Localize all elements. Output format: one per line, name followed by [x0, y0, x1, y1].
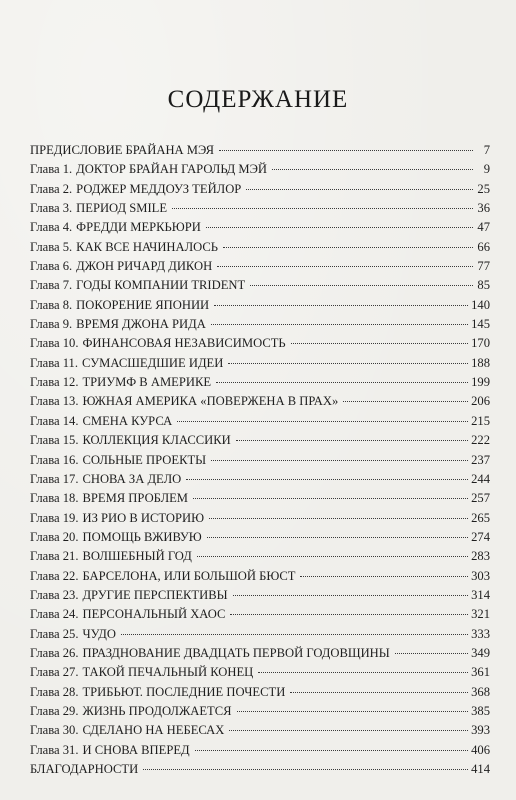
dot-leader: [223, 246, 473, 248]
dot-leader: [228, 362, 468, 364]
toc-entry: [30, 259, 490, 278]
toc-entry: [30, 685, 490, 704]
page-number: 361: [471, 665, 490, 680]
chapter-number: Глава 31.: [30, 742, 79, 757]
toc-entry-label: [30, 743, 192, 758]
toc-entry-label: [30, 240, 220, 255]
chapter-number: Глава 8.: [30, 297, 73, 312]
page-number: 321: [471, 607, 490, 622]
chapter-title: ВРЕМЯ ДЖОНА РИДА: [76, 317, 206, 332]
page-number: 188: [471, 355, 490, 370]
chapter-title: ГОДЫ КОМПАНИИ TRIDENT: [76, 278, 246, 293]
chapter-title: ПОКОРЕНИЕ ЯПОНИИ: [76, 297, 210, 312]
toc-entry: [30, 511, 490, 530]
chapter-title: КАК ВСЕ НАЧИНАЛОСЬ: [76, 239, 219, 254]
dot-leader: [291, 342, 468, 344]
toc-entry: [30, 201, 490, 220]
page-number: 47: [477, 220, 490, 235]
toc-entry: [30, 530, 490, 549]
page-number: 393: [471, 723, 490, 738]
page-number: 66: [477, 239, 490, 254]
chapter-number: Глава 14.: [30, 413, 79, 428]
chapter-title: КОЛЛЕКЦИЯ КЛАССИКИ: [82, 433, 231, 448]
chapter-title: И СНОВА ВПЕРЕД: [82, 742, 190, 757]
page-number: 406: [471, 742, 490, 757]
toc-entry-label: [30, 704, 234, 719]
toc-entry: [30, 762, 490, 781]
page-number: 9: [483, 162, 490, 177]
chapter-number: Глава 18.: [30, 491, 79, 506]
chapter-number: Глава 24.: [30, 607, 79, 622]
chapter-number: Глава 28.: [30, 684, 79, 699]
toc-entry: [30, 182, 490, 201]
toc-entry: [30, 588, 490, 607]
toc-entry: [30, 356, 490, 375]
page-number: 25: [477, 181, 490, 196]
toc-entry: [30, 394, 490, 413]
chapter-number: Глава 10.: [30, 336, 79, 351]
dot-leader: [237, 710, 469, 712]
chapter-title: ВОЛШЕБНЫЙ ГОД: [82, 549, 192, 564]
chapter-title: СДЕЛАНО НА НЕБЕСАХ: [82, 723, 225, 738]
dot-leader: [290, 691, 468, 693]
page-number: 274: [471, 529, 490, 544]
chapter-number: Глава 11.: [30, 355, 79, 370]
chapter-number: Глава 9.: [30, 317, 73, 332]
toc-entry: [30, 453, 490, 472]
chapter-title: БАРСЕЛОНА, ИЛИ БОЛЬШОЙ БЮСТ: [82, 568, 296, 583]
chapter-title: ТРИУМФ В АМЕРИКЕ: [82, 375, 212, 390]
dot-leader: [211, 459, 468, 461]
chapter-title: РОДЖЕР МЕДДОУЗ ТЕЙЛОР: [76, 181, 242, 196]
chapter-title: БЛАГОДАРНОСТИ: [30, 762, 139, 776]
dot-leader: [219, 149, 473, 151]
toc-entry: [30, 491, 490, 510]
dot-leader: [343, 400, 468, 402]
chapter-number: Глава 26.: [30, 645, 79, 660]
toc-entry: [30, 162, 490, 181]
page-number: 333: [471, 626, 490, 641]
chapter-number: Глава 3.: [30, 201, 73, 216]
toc-entry-label: [30, 453, 208, 468]
dot-leader: [193, 497, 468, 499]
page-number: 414: [471, 762, 490, 776]
chapter-number: Глава 16.: [30, 452, 79, 467]
toc-entry-label: [30, 665, 255, 680]
page-number: 140: [471, 297, 490, 312]
toc-entry-label: [30, 511, 206, 526]
chapter-number: Глава 4.: [30, 220, 73, 235]
chapter-number: Глава 30.: [30, 723, 79, 738]
toc-entry: [30, 298, 490, 317]
chapter-title: ПРАЗДНОВАНИЕ ДВАДЦАТЬ ПЕРВОЙ ГОДОВЩИНЫ: [82, 645, 390, 660]
toc-entry-label: [30, 375, 213, 390]
chapter-title: ФИНАНСОВАЯ НЕЗАВИСИМОСТЬ: [82, 336, 286, 351]
chapter-number: Глава 20.: [30, 529, 79, 544]
dot-leader: [197, 555, 468, 557]
toc-entry-label: [30, 162, 269, 177]
chapter-number: Глава 15.: [30, 433, 79, 448]
chapter-title: ДОКТОР БРАЙАН ГАРОЛЬД МЭЙ: [76, 162, 268, 177]
chapter-number: Глава 17.: [30, 471, 79, 486]
toc-entry-label: [30, 201, 169, 216]
page-number: 385: [471, 703, 490, 718]
dot-leader: [217, 265, 473, 267]
toc-entry: [30, 375, 490, 394]
dot-leader: [214, 304, 468, 306]
page-number: 199: [471, 375, 490, 390]
dot-leader: [395, 652, 468, 654]
toc-entry-label: [30, 317, 208, 332]
page-number: 222: [471, 433, 490, 448]
page-number: 237: [471, 452, 490, 467]
chapter-title: ТАКОЙ ПЕЧАЛЬНЫЙ КОНЕЦ: [82, 665, 254, 680]
page-title: СОДЕРЖАНИЕ: [167, 86, 349, 113]
toc-entry-label: [30, 530, 204, 545]
toc-entry-label: [30, 433, 233, 448]
toc-entry: [30, 569, 490, 588]
toc-entry-label: [30, 220, 203, 235]
dot-leader: [121, 633, 468, 635]
dot-leader: [300, 575, 468, 577]
page-number: 170: [471, 336, 490, 351]
chapter-title: СМЕНА КУРСА: [82, 413, 173, 428]
dot-leader: [250, 284, 473, 286]
page-number: 206: [471, 394, 490, 409]
toc-entry: [30, 646, 490, 665]
chapter-title: СУМАСШЕДШИЕ ИДЕИ: [82, 355, 224, 370]
toc-entry-label: [30, 723, 226, 738]
chapter-number: Глава 5.: [30, 239, 73, 254]
page-number: 7: [483, 143, 490, 157]
toc-entry-label: [30, 549, 194, 564]
chapter-title: СОЛЬНЫЕ ПРОЕКТЫ: [82, 452, 207, 467]
toc-entry: [30, 278, 490, 297]
toc-entry-label: [30, 278, 247, 293]
dot-leader: [177, 420, 468, 422]
dot-leader: [143, 768, 468, 770]
toc-entry-label: [30, 336, 288, 351]
toc-entry: [30, 240, 490, 259]
page-number: 215: [471, 413, 490, 428]
toc-entry: [30, 549, 490, 568]
toc-entry: [30, 220, 490, 239]
toc-entry-label: [30, 762, 140, 777]
page-number: 368: [471, 684, 490, 699]
toc-entry: [30, 143, 490, 162]
toc-entry-label: [30, 607, 227, 622]
toc-entry-label: [30, 627, 118, 642]
toc-entry: [30, 472, 490, 491]
chapter-number: Глава 13.: [30, 394, 79, 409]
dot-leader: [230, 613, 468, 615]
page-number: 77: [477, 259, 490, 274]
toc-entry: [30, 704, 490, 723]
toc-entry-label: [30, 143, 216, 158]
toc-entry-label: [30, 472, 183, 487]
toc-entry: [30, 743, 490, 762]
chapter-number: Глава 22.: [30, 568, 79, 583]
chapter-title: ПЕРИОД SMILE: [76, 201, 168, 216]
toc-entry-label: [30, 394, 340, 409]
chapter-number: Глава 7.: [30, 278, 73, 293]
toc-entry-label: [30, 298, 211, 313]
chapter-title: ЧУДО: [82, 626, 116, 641]
toc-entry-label: [30, 646, 392, 661]
chapter-number: Глава 21.: [30, 549, 79, 564]
chapter-title: ФРЕДДИ МЕРКЬЮРИ: [76, 220, 201, 235]
dot-leader: [186, 478, 468, 480]
dot-leader: [258, 671, 468, 673]
chapter-title: ТРИБЬЮТ. ПОСЛЕДНИЕ ПОЧЕСТИ: [82, 684, 286, 699]
chapter-number: Глава 2.: [30, 181, 73, 196]
toc-entry-label: [30, 356, 225, 371]
chapter-title: ИЗ РИО В ИСТОРИЮ: [82, 510, 205, 525]
toc-entry: [30, 336, 490, 355]
dot-leader: [236, 439, 468, 441]
page-number: 244: [471, 471, 490, 486]
toc-entry-label: [30, 491, 190, 506]
table-of-contents: [30, 143, 490, 781]
page-number: 85: [477, 278, 490, 293]
chapter-title: СНОВА ЗА ДЕЛО: [82, 471, 182, 486]
toc-entry-label: [30, 685, 287, 700]
chapter-title: ПЕРСОНАЛЬНЫЙ ХАОС: [82, 607, 226, 622]
chapter-number: Глава 1.: [30, 162, 73, 177]
page-number: 303: [471, 568, 490, 583]
page-number: 145: [471, 317, 490, 332]
chapter-title: ЮЖНАЯ АМЕРИКА «ПОВЕРЖЕНА В ПРАХ»: [82, 394, 339, 409]
chapter-number: Глава 19.: [30, 510, 79, 525]
dot-leader: [172, 207, 473, 209]
chapter-title: ПРЕДИСЛОВИЕ БРАЙАНА МЭЯ: [30, 143, 215, 157]
page-number: 314: [471, 587, 490, 602]
toc-entry: [30, 607, 490, 626]
toc-entry: [30, 627, 490, 646]
dot-leader: [209, 517, 468, 519]
toc-entry-label: [30, 182, 243, 197]
toc-entry-label: [30, 259, 214, 274]
dot-leader: [195, 749, 468, 751]
page-number: 36: [477, 201, 490, 216]
toc-entry: [30, 723, 490, 742]
chapter-number: Глава 12.: [30, 375, 79, 390]
chapter-title: ДЖОН РИЧАРД ДИКОН: [76, 259, 213, 274]
toc-entry: [30, 433, 490, 452]
dot-leader: [246, 188, 473, 190]
dot-leader: [229, 729, 468, 731]
page-number: 349: [471, 645, 490, 660]
toc-entry-label: [30, 414, 174, 429]
page-number: 257: [471, 491, 490, 506]
toc-entry: [30, 665, 490, 684]
page-number: 283: [471, 549, 490, 564]
chapter-number: Глава 29.: [30, 703, 79, 718]
chapter-title: ПОМОЩЬ ВЖИВУЮ: [82, 529, 202, 544]
chapter-title: ДРУГИЕ ПЕРСПЕКТИВЫ: [82, 587, 228, 602]
chapter-number: Глава 27.: [30, 665, 79, 680]
dot-leader: [216, 381, 468, 383]
chapter-number: Глава 25.: [30, 626, 79, 641]
dot-leader: [206, 226, 473, 228]
dot-leader: [272, 168, 473, 170]
toc-entry-label: [30, 588, 230, 603]
dot-leader: [211, 323, 468, 325]
dot-leader: [233, 594, 469, 596]
toc-entry-label: [30, 569, 297, 584]
dot-leader: [207, 536, 468, 538]
chapter-title: ВРЕМЯ ПРОБЛЕМ: [82, 491, 189, 506]
chapter-title: ЖИЗНЬ ПРОДОЛЖАЕТСЯ: [82, 703, 232, 718]
chapter-number: Глава 6.: [30, 259, 73, 274]
chapter-number: Глава 23.: [30, 587, 79, 602]
page-number: 265: [471, 510, 490, 525]
toc-entry: [30, 414, 490, 433]
toc-entry: [30, 317, 490, 336]
